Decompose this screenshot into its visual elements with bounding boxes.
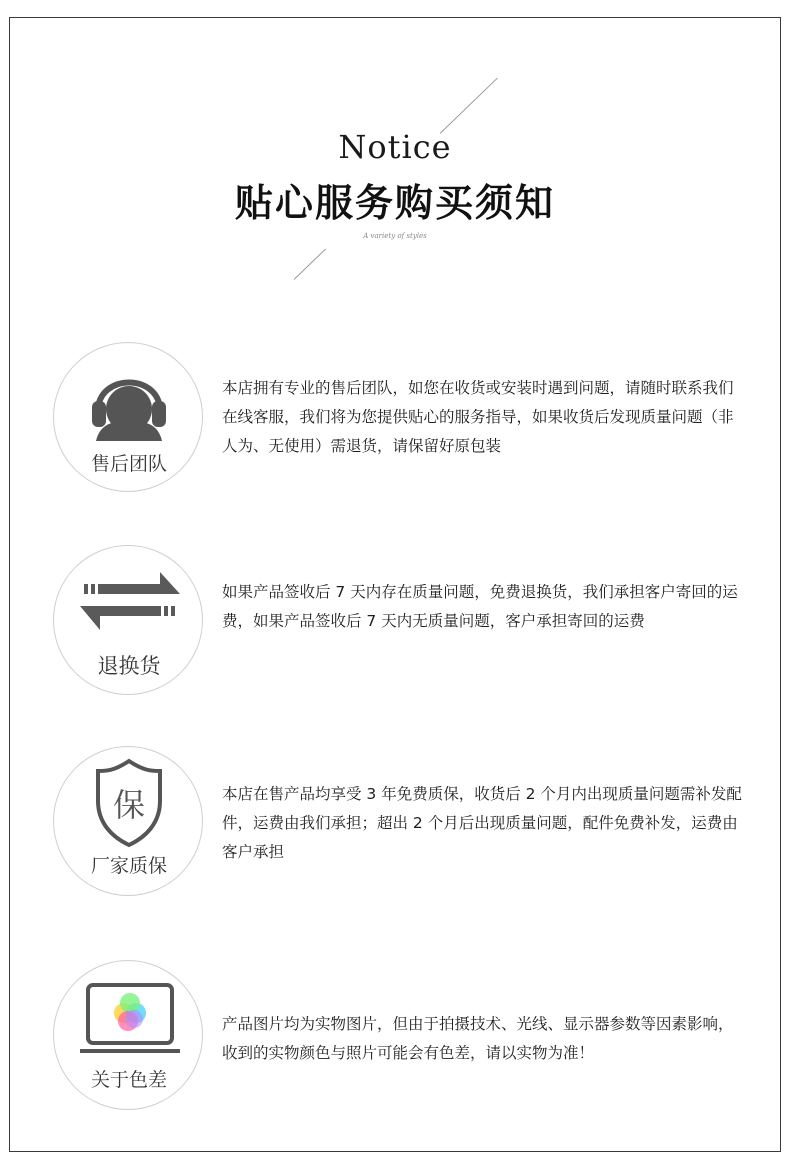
- service-item-return-exchange: [0, 545, 790, 705]
- item-description: 本店在售产品均享受 3 年免费质保，收货后 2 个月内出现质量问题需补发配件，运费由我们承担；超出 2 个月后出现质量问题，配件免费补发，运费由客户承担: [222, 785, 742, 861]
- service-item-after-sales: [0, 342, 790, 502]
- notice-heading: Notice: [338, 128, 452, 166]
- icon-circle: [53, 545, 203, 695]
- item-description: 如果产品签收后 7 天内存在质量问题，免费退换货，我们承担客户寄回的运费，如果产品签收后 7 天内无质量问题，客户承担寄回的运费: [222, 583, 738, 630]
- icon-circle: [53, 746, 203, 896]
- item-description: 本店拥有专业的售后团队，如您在收货或安装时遇到问题，请随时联系我们在线客服，我们将为您提供贴心的服务指导，如果收货后发现质量问题（非人为、无使用）需退货，请保留好原包装: [222, 379, 734, 455]
- icon-circle: [53, 342, 203, 492]
- service-item-warranty: [0, 746, 790, 906]
- page-title: 贴心服务购买须知: [234, 181, 555, 225]
- decorative-line-bottom: [294, 249, 326, 280]
- shield-character: 保: [112, 786, 146, 824]
- notice-header: [0, 0, 790, 300]
- item-description: 产品图片均为实物图片，但由于拍摄技术、光线、显示器参数等因素影响，收到的实物颜色与照片可能会有色差，请以实物为准！: [222, 1015, 734, 1062]
- item-label: 售后团队: [90, 453, 167, 475]
- decorative-line-top: [440, 78, 498, 134]
- service-item-color-difference: [0, 960, 790, 1120]
- icon-circle: [53, 960, 203, 1110]
- item-label: 厂家质保: [90, 855, 167, 877]
- item-label: 退换货: [97, 654, 161, 678]
- tagline: A variety of styles: [363, 232, 427, 240]
- item-label: 关于色差: [90, 1069, 167, 1091]
